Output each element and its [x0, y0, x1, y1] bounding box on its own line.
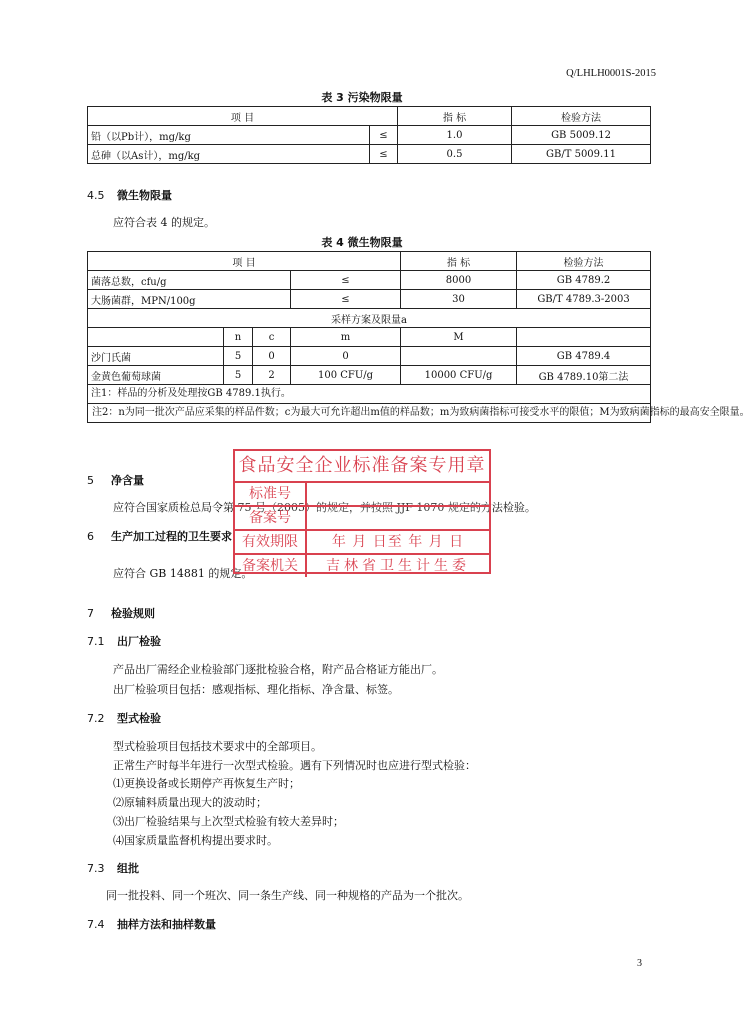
- header-item: 项 目: [88, 107, 398, 126]
- table-row: [88, 271, 651, 290]
- sampling-header-m: m: [291, 328, 401, 347]
- sampling-header-M: M: [401, 328, 517, 347]
- stamp-value-registration: [307, 507, 489, 529]
- note-row: [88, 385, 651, 404]
- section-number: 6: [87, 530, 94, 543]
- section-title: 微生物限量: [117, 189, 172, 202]
- section-title: 净含量: [111, 474, 144, 487]
- section-4-5-heading: [87, 187, 172, 203]
- stamp-row-registration: [235, 507, 489, 531]
- section-number: 4.5: [87, 189, 105, 202]
- section-7-heading: [87, 605, 155, 621]
- pathogen-c: 0: [253, 347, 291, 366]
- table3-contaminant-limits: [87, 106, 651, 164]
- stamp-label-standard: 标准号: [235, 483, 307, 505]
- section-7-2-line: ⑶出厂检验结果与上次型式检验有较大差异时；: [113, 815, 344, 828]
- sampling-title-row: [88, 309, 651, 328]
- table-note-1: 注1：样品的分析及处理按GB 4789.1执行。: [88, 385, 651, 404]
- section-number: 7.4: [87, 918, 105, 931]
- stamp-row-organization: [235, 555, 489, 577]
- table4-microbial-limits: [87, 251, 750, 423]
- section-7-2-heading: [87, 710, 161, 726]
- pathogen-item: 沙门氏菌: [88, 347, 224, 366]
- row-method: GB/T 5009.11: [512, 145, 651, 164]
- row-item: 大肠菌群，MPN/100g: [88, 290, 291, 309]
- pathogen-n: 5: [224, 347, 253, 366]
- section-number: 7.2: [87, 712, 105, 725]
- section-7-2-line: 正常生产时每半年进行一次型式检验。遇有下列情况时也应进行型式检验：: [113, 759, 476, 772]
- row-operator: ≤: [370, 126, 398, 145]
- table-row: [88, 126, 651, 145]
- table-row: [88, 145, 651, 164]
- section-6-heading: [87, 528, 232, 544]
- row-item: 菌落总数，cfu/g: [88, 271, 291, 290]
- row-value: 1.0: [398, 126, 512, 145]
- section-number: 7.1: [87, 635, 105, 648]
- row-item: 铅（以Pb计），mg/kg: [88, 126, 370, 145]
- stamp-label-organization: 备案机关: [235, 555, 307, 577]
- row-method: GB/T 4789.3-2003: [517, 290, 651, 309]
- section-7-2-line: ⑷国家质量监督机构提出要求时。: [113, 834, 278, 847]
- stamp-row-validity: [235, 531, 489, 555]
- section-5-heading: [87, 472, 144, 488]
- pathogen-M: 10000 CFU/g: [401, 366, 517, 385]
- pathogen-M: [401, 347, 517, 366]
- row-operator: ≤: [291, 290, 401, 309]
- row-item: 总砷（以As计），mg/kg: [88, 145, 370, 164]
- table3-caption: 表 3 污染物限量: [321, 91, 403, 104]
- table-row: [88, 347, 651, 366]
- header-item-label: 项 目: [232, 257, 256, 269]
- pathogen-m: 0: [291, 347, 401, 366]
- section-5-text: 应符合国家质检总局令第 75 号（2005）的规定，并按照 JJF 1070 规定的方法检验。: [113, 501, 536, 514]
- section-title: 型式检验: [117, 712, 161, 725]
- header-index: 指 标: [398, 107, 512, 126]
- header-method: 检验方法: [517, 252, 651, 271]
- section-7-1-line: 出厂检验项目包括：感观指标、理化指标、净含量、标签。: [113, 683, 399, 696]
- sampling-header-row: [88, 328, 651, 347]
- note-row: [88, 404, 651, 423]
- table-note-2: 注2：n为同一批次产品应采集的样品件数；c为最大可允许超出m值的样品数；m为致病菌指标可接受水平的限值；M为致病菌指标的最高安全限量。: [88, 404, 651, 423]
- header-item: [88, 252, 401, 271]
- section-number: 7: [87, 607, 94, 620]
- header-index: 指 标: [401, 252, 517, 271]
- table-header-row: [88, 252, 651, 271]
- sampling-title: 采样方案及限量a: [88, 309, 651, 328]
- table-row: [88, 366, 651, 385]
- pathogen-method: GB 4789.10第二法: [517, 366, 651, 385]
- sampling-header-method-blank: [517, 328, 651, 347]
- row-method: GB 4789.2: [517, 271, 651, 290]
- pathogen-c: 2: [253, 366, 291, 385]
- section-7-3-text: 同一批投料、同一个班次、同一条生产线、同一种规格的产品为一个批次。: [106, 889, 469, 902]
- row-operator: ≤: [370, 145, 398, 164]
- document-code: Q/LHLH0001S-2015: [566, 68, 656, 79]
- stamp-label-registration: 备案号: [235, 507, 307, 529]
- stamp-title: 食品安全企业标准备案专用章: [235, 451, 489, 483]
- section-7-1-heading: [87, 633, 161, 649]
- section-number: 7.3: [87, 862, 105, 875]
- table4-caption: 表 4 微生物限量: [321, 236, 403, 249]
- pathogen-method: GB 4789.4: [517, 347, 651, 366]
- pathogen-m: 100 CFU/g: [291, 366, 401, 385]
- row-value: 30: [401, 290, 517, 309]
- sampling-header-n: n: [224, 328, 253, 347]
- section-7-1-line: 产品出厂需经企业检验部门逐批检验合格，附产品合格证方能出厂。: [113, 663, 443, 676]
- row-operator: ≤: [291, 271, 401, 290]
- sampling-header-c: c: [253, 328, 291, 347]
- row-method: GB 5009.12: [512, 126, 651, 145]
- section-title: 检验规则: [111, 607, 155, 620]
- section-title: 出厂检验: [117, 635, 161, 648]
- registration-stamp: [233, 449, 491, 574]
- pathogen-item: 金黄色葡萄球菌: [88, 366, 224, 385]
- header-method: 检验方法: [512, 107, 651, 126]
- section-7-2-line: ⑵原辅料质量出现大的波动时；: [113, 796, 267, 809]
- page-number: 3: [637, 958, 642, 969]
- row-value: 8000: [401, 271, 517, 290]
- section-7-2-line: ⑴更换设备或长期停产再恢复生产时；: [113, 777, 300, 790]
- section-7-4-heading: [87, 916, 216, 932]
- section-4-5-text: 应符合表 4 的规定。: [113, 216, 215, 229]
- stamp-value-standard: [307, 483, 489, 505]
- stamp-label-validity: 有效期限: [235, 531, 307, 553]
- section-title: 生产加工过程的卫生要求: [111, 530, 232, 543]
- stamp-row-standard: [235, 483, 489, 507]
- section-7-3-heading: [87, 860, 139, 876]
- table-row: [88, 290, 651, 309]
- section-title: 抽样方法和抽样数量: [117, 918, 216, 931]
- pathogen-n: 5: [224, 366, 253, 385]
- stamp-value-validity: 年 月 日至 年 月 日: [331, 534, 465, 550]
- sampling-header-blank: [88, 328, 224, 347]
- section-7-2-line: 型式检验项目包括技术要求中的全部项目。: [113, 740, 322, 753]
- section-number: 5: [87, 474, 94, 487]
- section-6-text: 应符合 GB 14881 的规定。: [113, 567, 253, 580]
- table-header-row: [88, 107, 651, 126]
- section-title: 组批: [117, 862, 139, 875]
- stamp-value-organization: 吉林省卫生计生委: [326, 558, 470, 574]
- row-value: 0.5: [398, 145, 512, 164]
